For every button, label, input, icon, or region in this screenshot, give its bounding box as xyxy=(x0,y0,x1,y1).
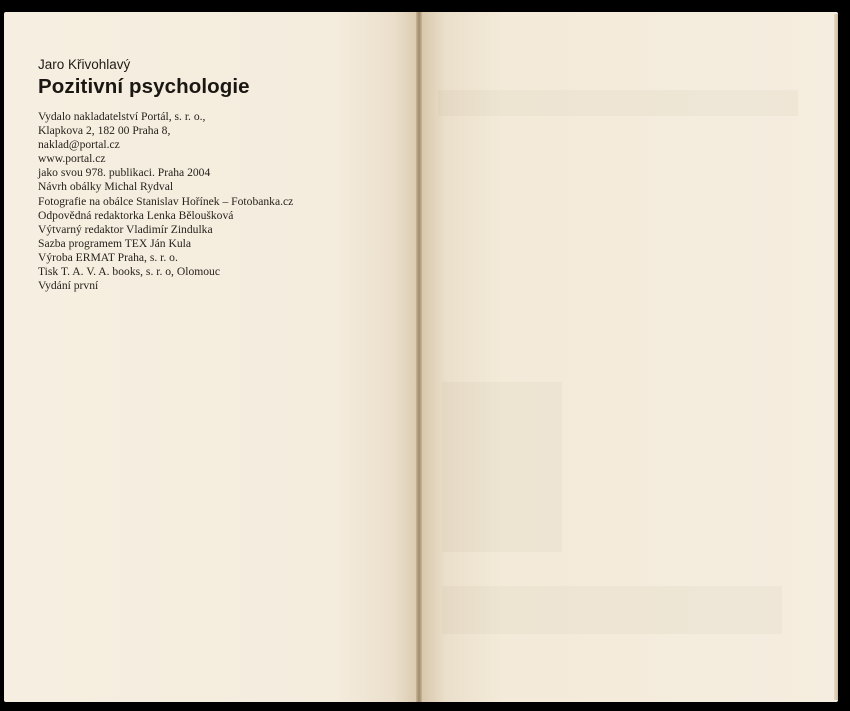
imprint-line: Fotografie na obálce Stanislav Hořínek – Fotobanka.cz xyxy=(38,194,294,208)
imprint-line: Výtvarný redaktor Vladimír Zindulka xyxy=(38,222,213,236)
imprint-list xyxy=(38,110,293,293)
page-edge xyxy=(834,14,838,700)
author-name: Jaro Křivohlavý xyxy=(38,57,131,72)
show-through-block-bottom xyxy=(442,586,782,634)
show-through-block-photo xyxy=(442,382,562,552)
show-through-block-top xyxy=(438,90,798,116)
imprint-line: Odpovědná redaktorka Lenka Běloušková xyxy=(38,208,234,222)
imprint-line: www.portal.cz xyxy=(38,152,106,166)
imprint-line: Vydání první xyxy=(38,279,99,293)
imprint-line: Vydalo nakladatelství Portál, s. r. o., xyxy=(38,110,206,123)
imprint-line: Výroba ERMAT Praha, s. r. o. xyxy=(38,250,178,264)
book-title: Pozitivní psychologie xyxy=(38,75,250,98)
book-gutter xyxy=(416,12,422,702)
imprint-line: Klapkova 2, 182 00 Praha 8, xyxy=(38,124,171,138)
imprint-line: Tisk T. A. V. A. books, s. r. o, Olomouc xyxy=(38,265,220,279)
imprint-line: Návrh obálky Michal Rydval xyxy=(38,180,174,194)
right-page xyxy=(420,12,838,702)
imprint-line: jako svou 978. publikaci. Praha 2004 xyxy=(38,166,211,180)
imprint-line: naklad@portal.cz xyxy=(38,138,120,152)
imprint-line: Sazba programem TEX Ján Kula xyxy=(38,236,192,250)
